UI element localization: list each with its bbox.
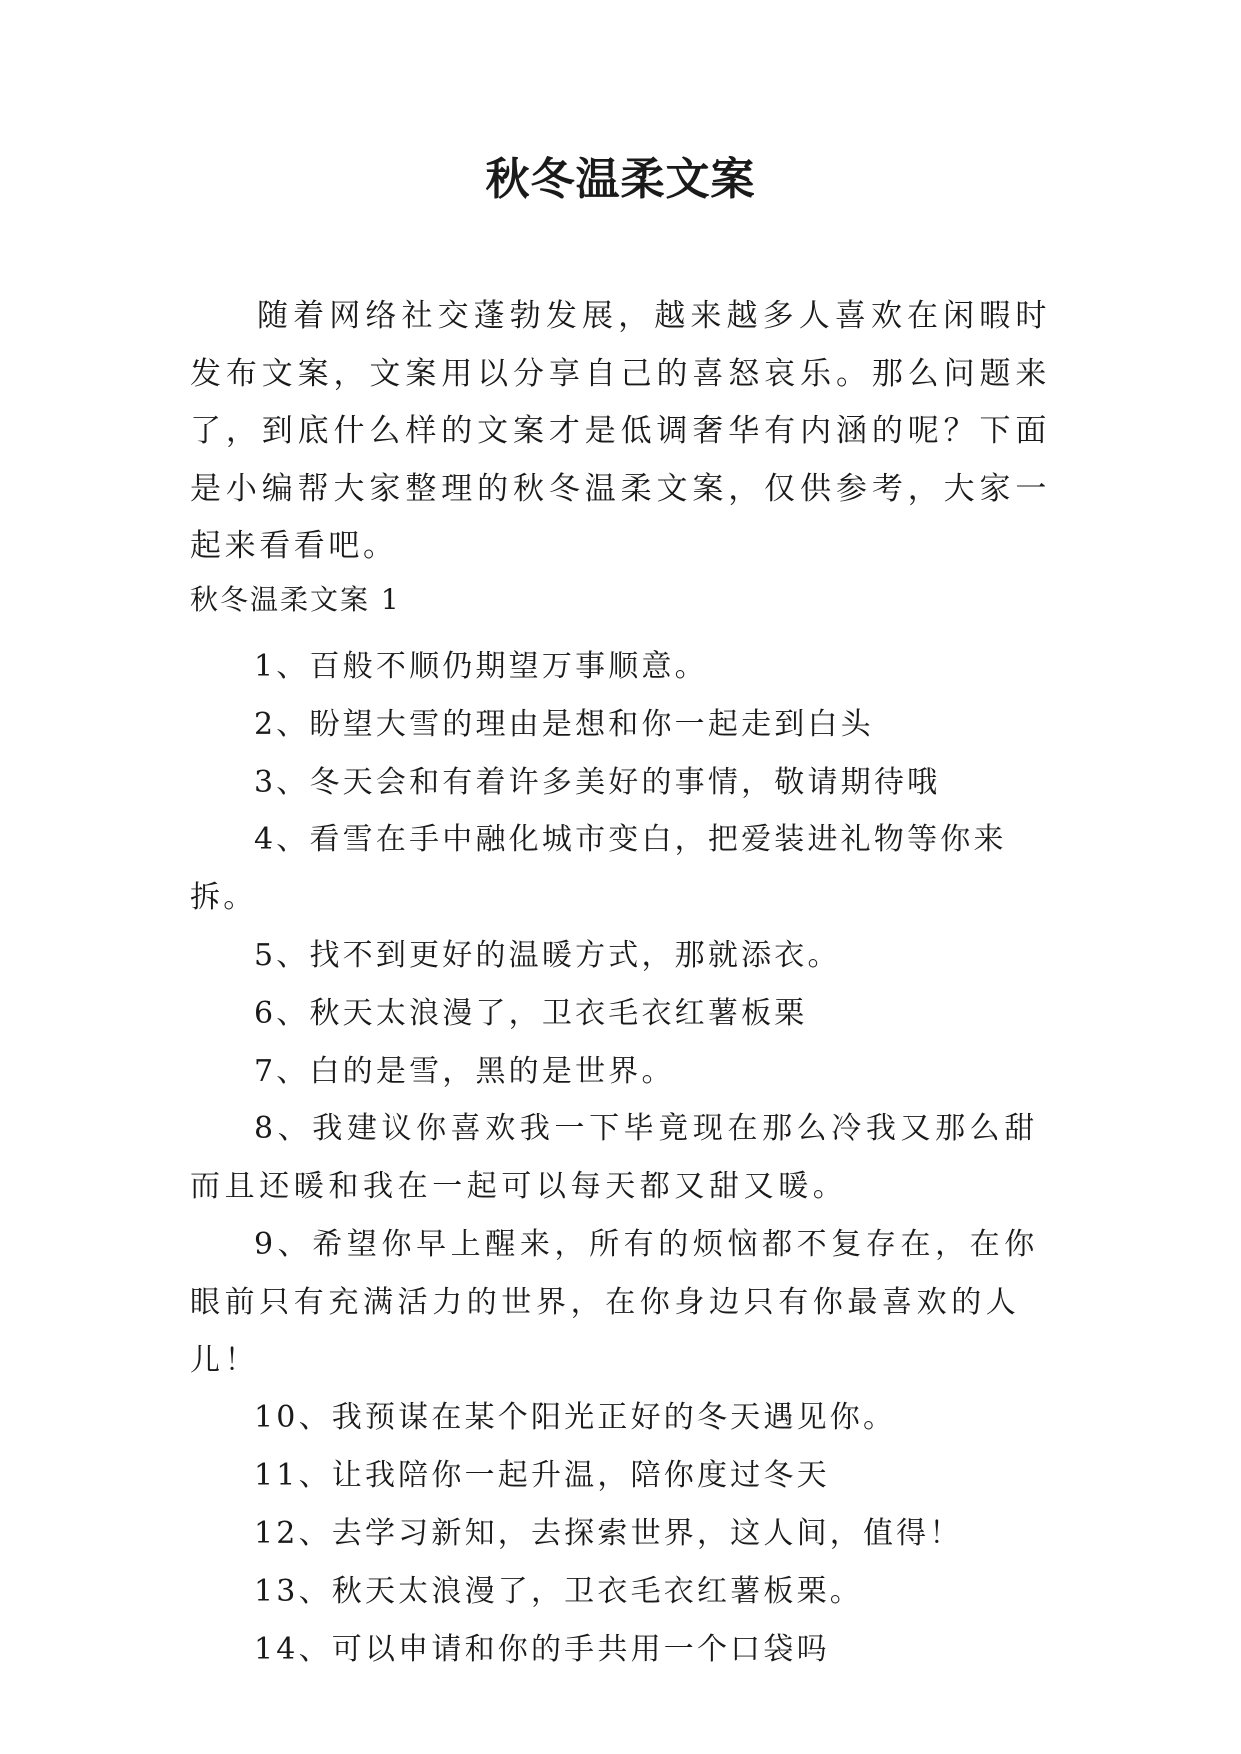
list-item: 3、冬天会和有着许多美好的事情，敬请期待哦: [254, 764, 941, 800]
list-item: 5、找不到更好的温暖方式，那就添衣。: [254, 937, 841, 973]
item-list: [190, 638, 1070, 1678]
list-item: 4、看雪在手中融化城市变白，把爱装进礼物等你来拆。: [190, 822, 1007, 916]
list-item: 8、我建议你喜欢我一下毕竟现在那么冷我又那么甜而且还暖和我在一起可以每天都又甜又暖。: [190, 1111, 1039, 1205]
list-item: 14、可以申请和你的手共用一个口袋吗: [254, 1631, 830, 1667]
list-item: 11、让我陪你一起升温，陪你度过冬天: [254, 1458, 830, 1494]
list-item: 1、百般不顺仍期望万事顺意。: [254, 649, 708, 684]
list-item: 13、秋天太浪漫了，卫衣毛衣红薯板栗。: [254, 1573, 863, 1609]
list-item: 7、白的是雪，黑的是世界。: [254, 1053, 675, 1089]
intro-paragraph: 随着网络社交蓬勃发展，越来越多人喜欢在闲暇时发布文案，文案用以分享自己的喜怒哀乐。那么问题来了，到底什么样的文案才是低调奢华有内涵的呢？下面是小编帮大家整理的秋冬温柔文案，仅供参考，大家一起来看看吧。: [190, 298, 1050, 564]
list-item: 10、我预谋在某个阳光正好的冬天遇见你。: [254, 1400, 897, 1436]
list-item: 2、盼望大雪的理由是想和你一起走到白头: [254, 706, 874, 742]
section-title: 秋冬温柔文案 1: [190, 583, 401, 616]
document-title: 秋冬温柔文案: [485, 154, 756, 205]
list-item: 9、希望你早上醒来，所有的烦恼都不复存在，在你眼前只有充满活力的世界，在你身边只有你最喜欢的人儿！: [190, 1226, 1039, 1378]
list-item: 6、秋天太浪漫了，卫衣毛衣红薯板栗: [254, 995, 808, 1031]
list-item: 12、去学习新知，去探索世界，这人间，值得！: [254, 1515, 963, 1551]
